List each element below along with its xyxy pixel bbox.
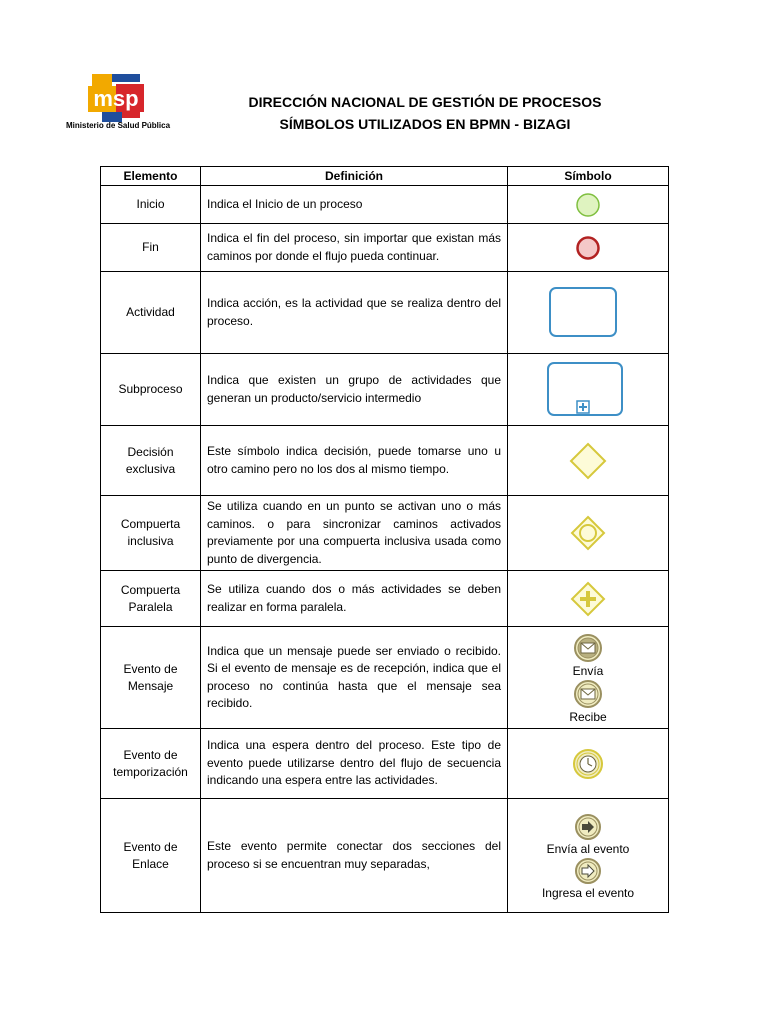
header-definicion: Definición (201, 167, 508, 186)
table-header-row (101, 167, 669, 186)
element-name: Evento de Enlace (101, 799, 201, 913)
message-send-icon (572, 632, 604, 664)
symbol-cell (508, 354, 669, 426)
header-elemento: Elemento (101, 167, 201, 186)
symbol-cell (508, 571, 669, 627)
symbols-table (100, 166, 669, 913)
end-event-icon (573, 233, 603, 263)
table-row (101, 272, 669, 354)
definition-text: Este evento permite conectar dos secciones del proceso si se encuentran muy separadas, (201, 799, 508, 913)
caption-envia: Envía (572, 663, 604, 678)
parallel-gateway-icon (570, 581, 606, 617)
start-event-icon (573, 190, 603, 220)
definition-text: Indica el fin del proceso, sin importar que existan más caminos por donde el flujo pueda continuar. (201, 224, 508, 272)
element-name: Evento de Mensaje (101, 627, 201, 729)
element-name: Decisión exclusiva (101, 426, 201, 496)
definition-text: Indica acción, es la actividad que se realiza dentro del proceso. (201, 272, 508, 354)
link-send-icon (573, 812, 603, 842)
table-row (101, 571, 669, 627)
element-name: Subproceso (101, 354, 201, 426)
timer-event-icon (571, 747, 605, 781)
symbol-cell (508, 224, 669, 272)
page-title: DIRECCIÓN NACIONAL DE GESTIÓN DE PROCESOS (248, 94, 602, 110)
page-subtitle: SÍMBOLOS UTILIZADOS EN BPMN - BIZAGI (279, 116, 571, 132)
element-name: Fin (101, 224, 201, 272)
definition-text: Indica una espera dentro del proceso. Este tipo de evento puede utilizarse dentro del flujo de secuencia indicando una espera entre las actividades. (201, 729, 508, 799)
table-row (101, 186, 669, 224)
definition-text: Este símbolo indica decisión, puede tomarse uno u otro camino pero no los dos al mismo tiempo. (201, 426, 508, 496)
caption-ingresa-evento: Ingresa el evento (541, 885, 635, 900)
table-row (101, 627, 669, 729)
table-row (101, 426, 669, 496)
exclusive-gateway-icon (568, 441, 608, 481)
table-row (101, 496, 669, 571)
symbol-cell (508, 496, 669, 571)
org-name: Ministerio de Salud Pública (66, 121, 171, 130)
inclusive-gateway-icon (570, 515, 606, 551)
symbol-cell (508, 627, 669, 729)
link-receive-icon (573, 856, 603, 886)
element-name: Inicio (101, 186, 201, 224)
element-name: Compuerta Paralela (101, 571, 201, 627)
definition-text: Se utiliza cuando en un punto se activan uno o más caminos. o para sincronizar caminos activados previamente por una compuerta inclusiva usada como punto de divergencia. (201, 496, 508, 571)
message-receive-icon (572, 678, 604, 710)
symbol-cell (508, 799, 669, 913)
logo-letters: msp (93, 86, 139, 111)
symbol-cell (508, 272, 669, 354)
symbol-cell (508, 186, 669, 224)
element-name: Compuerta inclusiva (101, 496, 201, 571)
element-name: Actividad (101, 272, 201, 354)
caption-envia-evento: Envía al evento (546, 841, 630, 856)
symbol-cell (508, 729, 669, 799)
element-name: Evento de temporización (101, 729, 201, 799)
definition-text: Indica el Inicio de un proceso (201, 186, 508, 224)
definition-text: Indica que existen un grupo de actividades que generan un producto/servicio intermedio (201, 354, 508, 426)
table-row (101, 729, 669, 799)
caption-recibe: Recibe (569, 709, 607, 724)
task-icon (548, 286, 620, 340)
symbol-cell (508, 426, 669, 496)
definition-text: Indica que un mensaje puede ser enviado o recibido. Si el evento de mensaje es de recepción, indica que el proceso no continúa hasta que el mensaje sea recibido. (201, 627, 508, 729)
subprocess-icon (546, 361, 626, 419)
definition-text: Se utiliza cuando dos o más actividades se deben realizar en forma paralela. (201, 571, 508, 627)
header-simbolo: Símbolo (508, 167, 669, 186)
table-row (101, 224, 669, 272)
table-row (101, 799, 669, 913)
table-row (101, 354, 669, 426)
